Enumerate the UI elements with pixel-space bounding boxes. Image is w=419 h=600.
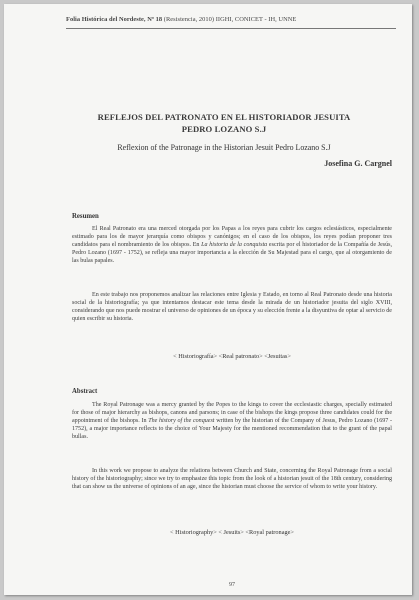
english-title: Reflexion of the Patronage in the Historian Jesuit Pedro Lozano S.J [117, 143, 331, 152]
abstract-heading: Abstract [72, 388, 98, 395]
resumen-heading: Resumen [72, 213, 99, 220]
page-number: 97 [229, 582, 235, 588]
document-page [4, 4, 412, 595]
resumen-keywords: < Historiografía> <Real patronato> <Jesuitas> [173, 353, 291, 360]
running-header [66, 16, 396, 23]
abstract-paragraph-2: In this work we propose to analyze the relations between Church and State, concerning the Royal Patronage from a social history of the historiography; since we try to emphasize this topic from the look of a historian jesuit of the 18th century, considering that can show us the universe of opinions of an age, since the historian must choose the service of whom to write your history. [72, 468, 392, 491]
article-title [74, 111, 374, 135]
title-line-1: REFLEJOS DEL PATRONATO EN EL HISTORIADOR JESUITA [97, 112, 351, 122]
journal-details: (Resistencia, 2010) IIGHI, CONICET - IH, UNNE [162, 16, 297, 23]
abstract-paragraph-1: The Royal Patronage was a mercy granted by the Popes to the kings to cover the ecclesiastic charges, specially estimated for those of major hierarchy as bishops, canons and parsons; in case of the bishops the kings propose three candidates could for the appointment of the bishops. In The history of the conquest written by the historian of the Company of Jesus, Pedro Lozano (1697 - 1752), a major importance reflects to the choice of Your Majesty for the mentioned recommendation that to the grant of the papal bullas. [72, 402, 392, 441]
resumen-paragraph-2: En este trabajo nos proponemos analizar las relaciones entre Iglesia y Estado, en torno al Real Patronato desde una historia social de la historiografía; ya que intentamos destacar este tema desde la mirada de un historiador jesuita del siglo XVIII, considerando que nos puede mostrar el universo de opiniones de un época y su elección frente a la disyuntiva de optar al servicio de quien escribir su historia. [72, 292, 392, 323]
resumen-paragraph-1: El Real Patronato era una merced otorgada por los Papas a los reyes para cubrir los cargos eclesiásticos, especialmente estimado para los de mayor jerarquía como obispos y canónigos; en el caso de los obispos, los reyes podían proponer tres candidatos para el nombramiento de los obispos. En La historia de la conquista escrita por el historiador de la Compañía de Jesús, Pedro Lozano (1697 - 1752), se refleja una mayor importancia a la elección de Su Majestad para el cargo, que al otorgamiento de las bulas papales. [72, 226, 393, 265]
book-title-en: The history of the conquest [148, 418, 215, 425]
author-name: Josefina G. Cargnel [324, 159, 392, 168]
abstract-keywords: < Historiography> < Jesuits> <Royal patronage> [170, 529, 294, 536]
book-title-es: La historia de la conquista [201, 242, 268, 249]
header-rule [66, 28, 396, 29]
title-line-2: PEDRO LOZANO S.J [181, 124, 267, 134]
journal-name: Folia Histórica del Nordeste, Nº 18 [66, 16, 163, 23]
